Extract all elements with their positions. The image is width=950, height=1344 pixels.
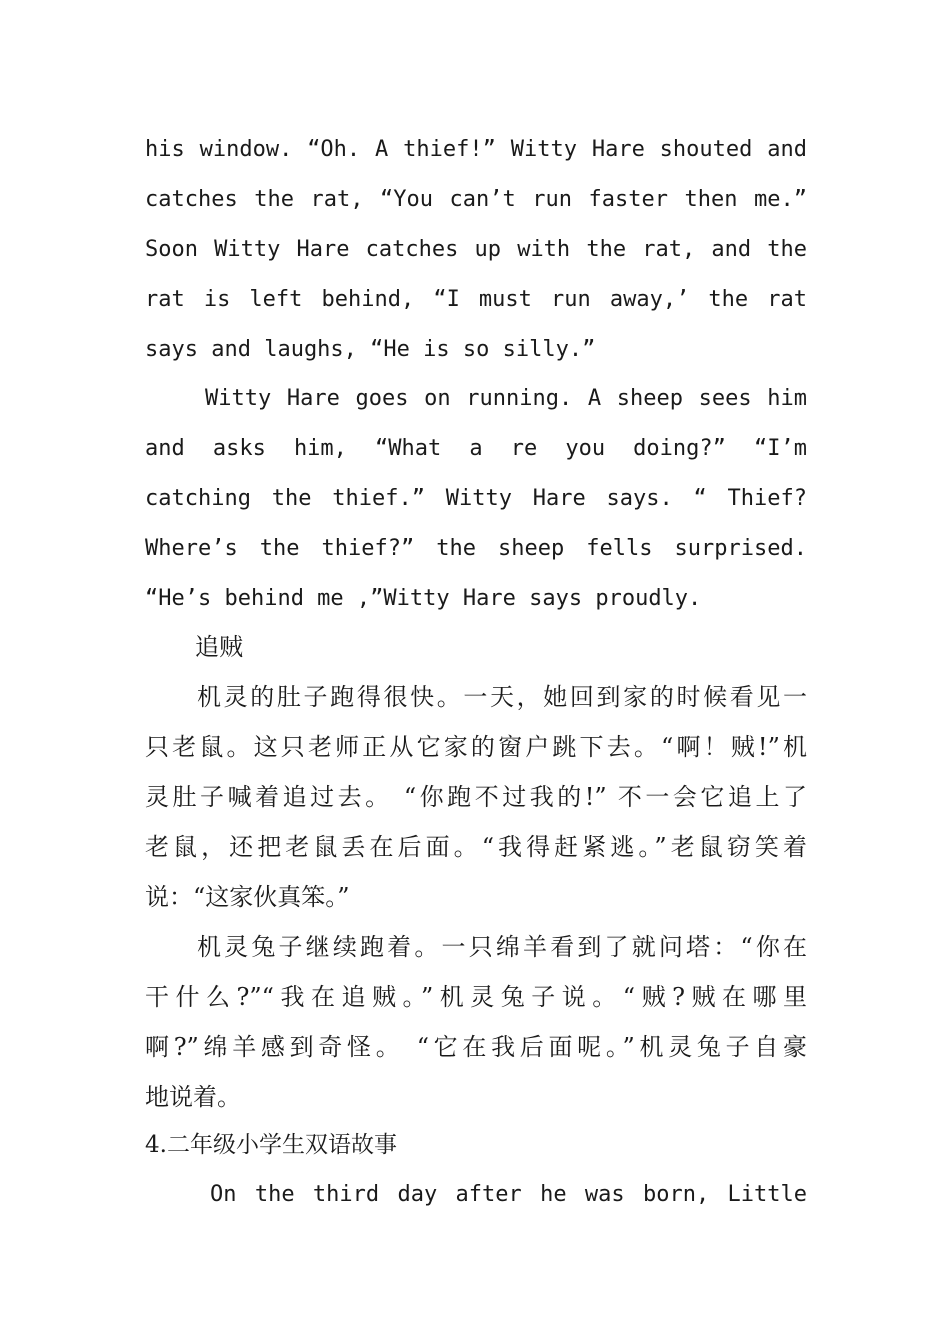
story-zh-p1-line-5: 说：“这家伙真笨。”	[145, 883, 350, 911]
section4-p1-line-1: On the third day after he was born, Little	[210, 1182, 807, 1207]
story-en-p1-line-2: catches the rat, “You can’t run faster then me.”	[145, 187, 807, 212]
story-zh-p1-line-1: 机灵的肚子跑得很快。一天，她回到家的时候看见一	[197, 683, 807, 711]
story-zh-title: 追贼	[195, 633, 243, 661]
story-en-p2-line-5: “He’s behind me ,”Witty Hare says proudly.	[145, 586, 702, 611]
story-zh-p1-line-4: 老鼠，还把老鼠丢在后面。“我得赶紧逃。”老鼠窃笑着	[145, 833, 807, 861]
story-en-p1-line-5: says and laughs, “He is so silly.”	[145, 337, 596, 362]
story-zh-p2-line-2: 干什么?”“我在追贼。”机灵兔子说。“贼?贼在哪里	[145, 983, 807, 1011]
story-en-p2-line-2: and asks him, “What a re you doing?” “I’m	[145, 436, 807, 461]
story-en-p1-line-4: rat is left behind, “I must run away,’ the rat	[145, 287, 807, 312]
story-zh-p2-line-3: 啊?”绵羊感到奇怪。 “它在我后面呢。”机灵兔子自豪	[145, 1033, 807, 1061]
section-heading: 4.二年级小学生双语故事	[145, 1132, 397, 1158]
story-zh-p1-line-2: 只老鼠。这只老师正从它家的窗户跳下去。“啊！贼!”机	[145, 733, 807, 761]
story-zh-p2-line-1: 机灵兔子继续跑着。一只绵羊看到了就问塔：“你在	[197, 933, 807, 961]
story-en-p2-line-4: Where’s the thief?” the sheep fells surprised.	[145, 536, 807, 561]
story-en-p1-line-3: Soon Witty Hare catches up with the rat, and the	[145, 237, 807, 262]
story-en-p2-line-3: catching the thief.” Witty Hare says. “ Thief?	[145, 486, 807, 511]
story-zh-p1-line-3: 灵肚子喊着追过去。 “你跑不过我的!” 不一会它追上了	[145, 783, 807, 811]
story-zh-p2-line-4: 地说着。	[145, 1083, 241, 1111]
story-en-p1-line-1: his window. “Oh. A thief!” Witty Hare shouted and	[145, 137, 807, 162]
story-en-p2-line-1: Witty Hare goes on running. A sheep sees him	[205, 386, 807, 411]
